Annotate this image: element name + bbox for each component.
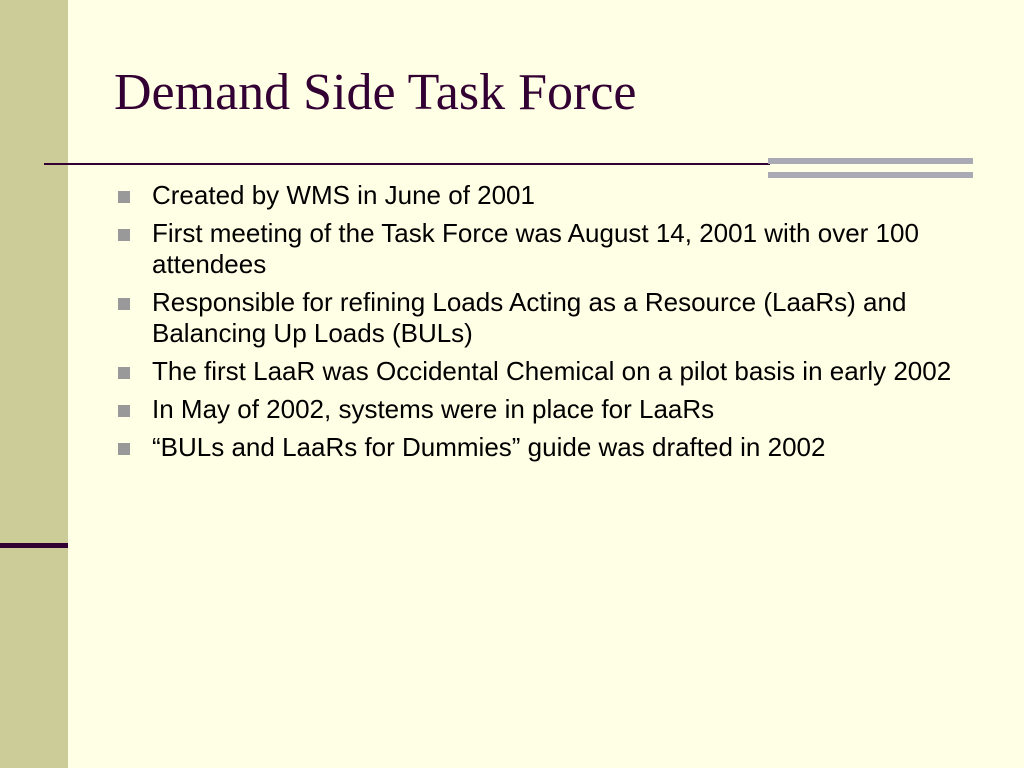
left-decorative-band [0,0,68,768]
bullet-list [118,180,978,470]
bullet-text: Created by WMS in June of 2001 [152,180,535,210]
bullet-item [118,180,978,211]
bullet-item [118,356,978,387]
square-bullet-icon [118,191,130,203]
bullet-item [118,287,978,349]
title-underline [44,163,770,165]
title-accent-bar-bottom [768,172,973,178]
square-bullet-icon [118,443,130,455]
square-bullet-icon [118,367,130,379]
bullet-text: First meeting of the Task Force was August 14, 2001 with over 100 attendees [152,218,919,279]
bullet-item [118,218,978,280]
square-bullet-icon [118,405,130,417]
left-accent-mark [0,543,68,548]
bullet-item [118,394,978,425]
slide-title: Demand Side Task Force [114,64,637,121]
title-accent-bar-top [768,158,973,164]
bullet-text: The first LaaR was Occidental Chemical on a pilot basis in early 2002 [152,356,952,386]
bullet-text: In May of 2002, systems were in place for LaaRs [152,394,715,424]
bullet-item [118,432,978,463]
square-bullet-icon [118,298,130,310]
bullet-text: “BULs and LaaRs for Dummies” guide was drafted in 2002 [152,432,826,462]
square-bullet-icon [118,229,130,241]
bullet-text: Responsible for refining Loads Acting as a Resource (LaaRs) and Balancing Up Loads (BULs) [152,287,907,348]
